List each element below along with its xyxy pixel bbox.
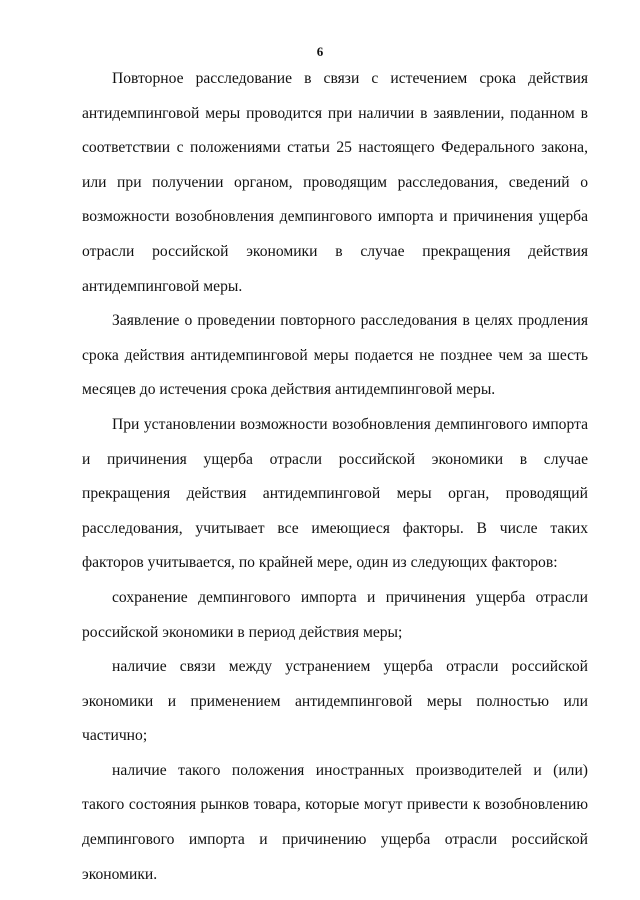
- document-body: [82, 62, 588, 892]
- paragraph-repeat-investigation: Повторное расследование в связи с истечением срока действия антидемпинговой меры проводится при наличии в заявлении, поданном в соответствии с положениями статьи 25 настоящего Федерального закона, или при получении органом, проводящим расследования, сведений о возможности возобновления демпингового импорта и причинения ущерба отрасли российской экономики в случае прекращения действия антидемпинговой меры.: [82, 70, 588, 295]
- page-number: 6: [316, 44, 324, 59]
- paragraph-factors-intro: При установлении возможности возобновления демпингового импорта и причинения ущерба отрасли российской экономики в случае прекращения действия антидемпинговой меры орган, проводящий расследования, учитывает все имеющиеся факторы. В числе таких факторов учитывается, по крайней мере, один из следующих факторов:: [82, 415, 588, 572]
- paragraph-factor-3: наличие такого положения иностранных производителей и (или) такого состояния рынков товара, которые могут привести к возобновлению демпингового импорта и причинению ущерба отрасли российской экономики.: [82, 761, 588, 883]
- paragraph-application-deadline: Заявление о проведении повторного расследования в целях продления срока действия антидемпинговой меры подается не позднее чем за шесть месяцев до истечения срока действия антидемпинговой меры.: [82, 312, 588, 399]
- paragraph-factor-2: наличие связи между устранением ущерба отрасли российской экономики и применением антидемпинговой меры полностью или частично;: [82, 658, 588, 745]
- paragraph-factor-1: сохранение демпингового импорта и причинения ущерба отрасли российской экономики в период действия меры;: [82, 588, 588, 641]
